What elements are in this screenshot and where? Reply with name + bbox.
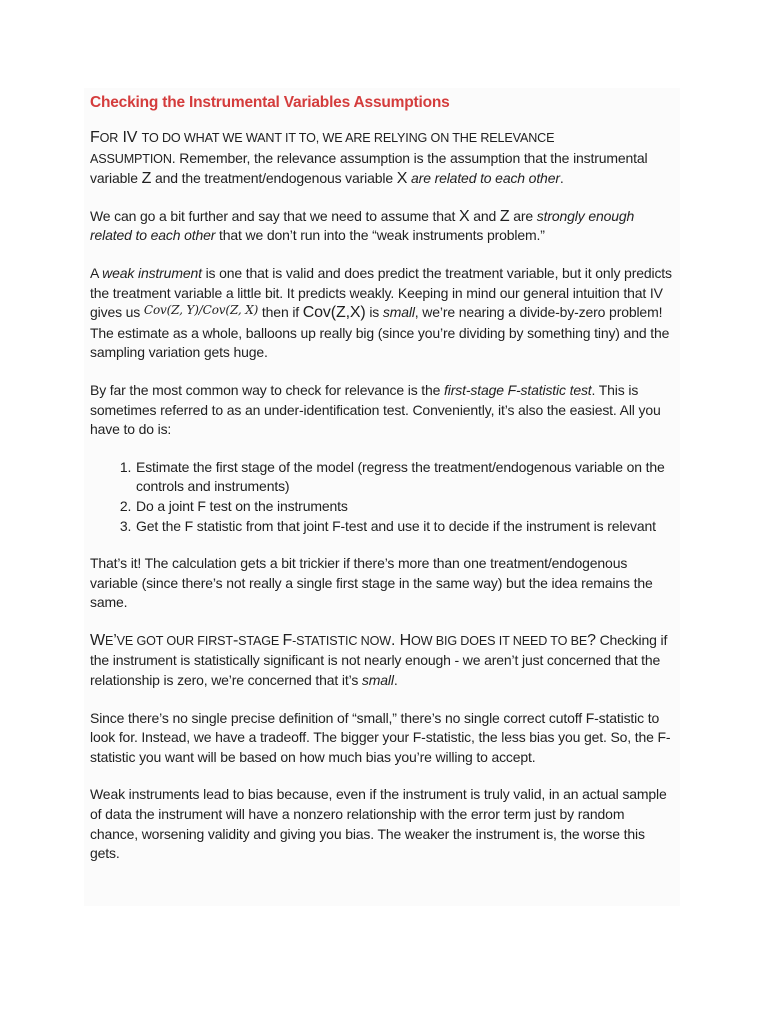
list-item: 2. Do a joint F test on the instruments: [135, 497, 676, 517]
paragraph-how-big: WE’VE GOT OUR FIRST-STAGE F-STATISTIC NOW. HOW BIG DOES IT NEED TO BE? Checking if the instrument is statistically significant is not nearly enough - we aren’t just concerned that the relationship is zero, we’re concerned that it’s small.: [90, 631, 668, 689]
paragraph-thats-it: That’s it! The calculation gets a bit trickier if there’s more than one treatment/endogenous variable (since there’s not really a single first stage in the same way) but the idea remains the same.: [90, 555, 653, 611]
page-title: Checking the Instrumental Variables Assumptions: [90, 94, 450, 111]
paragraph-tradeoff: Since there’s no single precise definition of “small,” there’s no single correct cutoff F-statistic to look for. Instead, we have a tradeoff. The bigger your F-statistic, the less bias you get. So, the F-statistic you want will be based on how much bias you’re willing to accept.: [90, 709, 671, 765]
document-body: [90, 92, 676, 882]
paragraph-bias: Weak instruments lead to bias because, even if the instrument is truly valid, in an actual sample of data the instrument will have a nonzero relationship with the error term just by random chance, worsening validity and giving you bias. The weaker the instrument is, the worse this gets.: [90, 786, 667, 862]
list-item: 3. Get the F statistic from that joint F-test and use it to decide if the instrument is relevant: [135, 517, 676, 537]
paragraph-first-stage: By far the most common way to check for relevance is the first-stage F-statistic test. This is sometimes referred to as an under-identification test. Conveniently, it’s also the easiest. All you have to do is:: [90, 381, 661, 438]
list-item: 1. Estimate the first stage of the model (regress the treatment/endogenous variable on the controls and instruments): [135, 458, 676, 497]
steps-list: [90, 458, 676, 536]
iv-formula: Cov(Z, Y)/Cov(Z, X): [143, 303, 259, 318]
paragraph-strength: We can go a bit further and say that we need to assume that X and Z are strongly enough related to each other that we don’t run into the “weak instruments problem.”: [90, 207, 635, 244]
paragraph-weak-instrument: A weak instrument is one that is valid and does predict the treatment variable, but it only predicts the treatment variable a little bit. It predicts weakly. Keeping in mind our general intuition that IV gives us Cov(Z, Y)/Cov(Z, X) then if Cov(Z,X) is small, we’re nearing a divide-by-zero problem! The estimate as a whole, balloons up really big (since you’re dividing by something tiny) and the sampling variation gets huge.: [90, 264, 672, 361]
paragraph-relevance-intro: FOR IV TO DO WHAT WE WANT IT TO, WE ARE RELYING ON THE RELEVANCE ASSUMPTION. Remember, the relevance assumption is the assumption that the instrumental variable Z and the treatment/endogenous variable X are related to each other.: [90, 129, 648, 188]
